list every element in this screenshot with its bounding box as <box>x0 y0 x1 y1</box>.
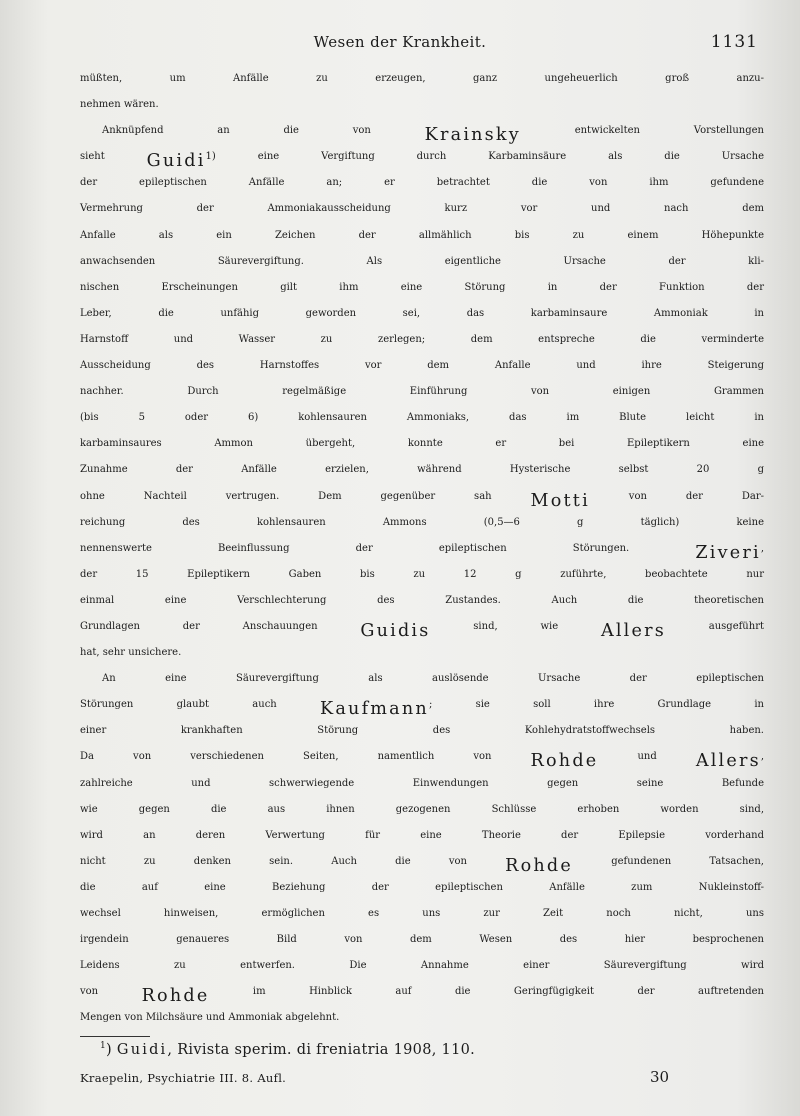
text-run: im Hinblick auf die Geringfügigkeit der auftretenden <box>209 986 764 998</box>
text-run: Grundlagen der Anschauungen <box>80 621 361 633</box>
spaced-name: Rohde <box>505 855 574 876</box>
text-run: nischen Erscheinungen gilt ihm eine Störung in der Funktion der <box>80 281 764 293</box>
text-run: Leidens zu entwerfen. Die Annahme einer Säurevergiftung wird <box>80 960 764 972</box>
text-line <box>80 853 764 879</box>
text-run: Zunahme der Anfälle erzielen, während Hysterische selbst 20 g <box>80 464 764 476</box>
text-run: müßten, um Anfälle zu erzeugen, ganz ungeheuerlich groß anzu- <box>80 73 764 85</box>
text-run: Störungen glaubt auch <box>80 699 321 711</box>
footnote-author: Guidi <box>116 1042 168 1058</box>
spaced-name: Allers <box>600 620 666 641</box>
text-line <box>80 148 764 174</box>
text-run: von <box>80 986 142 998</box>
text-line <box>80 383 764 409</box>
text-line <box>80 670 764 696</box>
text-run: und <box>598 751 696 763</box>
text-run: ; sie soll ihre Grundlage in <box>428 699 764 711</box>
text-line <box>80 696 764 722</box>
footnote-text: , Rivista sperim. di freniatria 1908, 110. <box>167 1042 476 1058</box>
text-run: wie gegen die aus ihnen gezogenen Schlüsse erhoben worden sind, <box>80 803 764 815</box>
text-line <box>80 435 764 461</box>
text-line <box>80 227 764 253</box>
text-line <box>80 122 764 148</box>
footnote-marker: 1 <box>100 1041 107 1052</box>
text-run: nehmen wären. <box>80 99 159 111</box>
spaced-name: Guidis <box>360 620 431 641</box>
text-line <box>80 96 764 122</box>
footnote-ref: 1 <box>205 151 212 163</box>
text-run: Leber, die unfähig geworden sei, das karbaminsaure Ammoniak in <box>80 307 764 319</box>
footnote-rule <box>80 1036 150 1037</box>
text-line <box>80 409 764 435</box>
text-run: gefundenen Tatsachen, <box>573 855 764 867</box>
text-line <box>80 174 764 200</box>
text-line <box>80 905 764 931</box>
text-run: irgendein genaueres Bild von dem Wesen des hier besprochenen <box>80 934 764 946</box>
text-line <box>80 488 764 514</box>
text-run: (bis 5 oder 6) kohlensauren Ammoniaks, das im Blute leicht in <box>80 412 764 424</box>
text-run: An eine Säurevergiftung als auslösende Ursache der epileptischen <box>102 673 764 685</box>
text-run: entwickelten Vorstellungen <box>520 125 764 137</box>
text-run: nicht zu denken sein. Auch die von <box>80 855 506 867</box>
text-run: ) eine Vergiftung durch Karbaminsäure als die Ursache <box>211 151 764 163</box>
footnote: $^1$) Guidi, Rivista sperim. di freniatria 1908, 110. <box>100 1041 476 1058</box>
text-run: karbaminsaures Ammon übergeht, konnte er bei Epileptikern eine <box>80 438 764 450</box>
text-line <box>80 801 764 827</box>
text-line <box>80 566 764 592</box>
text-line <box>80 879 764 905</box>
sheet-number: 30 <box>650 1068 670 1086</box>
text-run: einer krankhaften Störung des Kohlehydratstoffwechsels haben. <box>80 725 764 737</box>
text-line <box>80 514 764 540</box>
text-run: Vermehrung der Ammoniakausscheidung kurz vor und nach dem <box>80 203 764 215</box>
text-run: Anfalle als ein Zeichen der allmählich bis zu einem Höhepunkte <box>80 229 764 241</box>
text-run: wird an deren Verwertung für eine Theorie der Epilepsie vorderhand <box>80 829 764 841</box>
spaced-name: Motti <box>530 490 590 511</box>
spaced-name: Kaufmann <box>320 699 429 720</box>
running-header <box>0 30 800 54</box>
text-run: Anknüpfend an die von <box>102 125 425 137</box>
printer-signature: Kraepelin, Psychiatrie III. 8. Aufl. <box>80 1071 287 1085</box>
text-line <box>80 540 764 566</box>
text-run: einmal eine Verschlechterung des Zustandes. Auch die theoretischen <box>80 595 764 607</box>
text-run: anwachsenden Säurevergiftung. Als eigentliche Ursache der kli- <box>80 255 764 267</box>
text-run: der epileptischen Anfälle an; er betrachtet die von ihm gefundene <box>80 177 764 189</box>
text-line <box>80 70 764 96</box>
text-run: reichung des kohlensauren Ammons (0,5—6 g täglich) keine <box>80 516 764 528</box>
spaced-name: Guidi <box>146 151 206 172</box>
text-run: sind, wie <box>430 621 601 633</box>
text-line <box>80 253 764 279</box>
text-line <box>80 722 764 748</box>
text-run: hat, sehr unsichere. <box>80 647 182 659</box>
text-line <box>80 461 764 487</box>
page-number: 1131 <box>710 32 758 52</box>
text-line <box>80 279 764 305</box>
text-line <box>80 644 764 670</box>
text-run: ausgeführt <box>665 621 764 633</box>
text-line <box>80 200 764 226</box>
text-line <box>80 775 764 801</box>
text-line <box>80 957 764 983</box>
spaced-name: Krainsky <box>424 125 521 146</box>
text-line <box>80 357 764 383</box>
spaced-name: Allers <box>695 751 761 772</box>
text-run: Mengen von Milchsäure und Ammoniak abgelehnt. <box>80 1012 340 1024</box>
text-line <box>80 331 764 357</box>
text-run: nachher. Durch regelmäßige Einführung von einigen Grammen <box>80 386 764 398</box>
text-run: sieht <box>80 151 147 163</box>
running-title: Wesen der Krankheit. <box>313 33 487 51</box>
spaced-name: Rohde <box>141 986 210 1007</box>
text-run: Ausscheidung des Harnstoffes vor dem Anfalle und ihre Steigerung <box>80 360 764 372</box>
text-run: Da von verschiedenen Seiten, namentlich von <box>80 751 531 763</box>
text-run: nennenswerte Beeinflussung der epileptischen Störungen. <box>80 542 696 554</box>
text-run: der 15 Epileptikern Gaben bis zu 12 g zuführte, beobachtete nur <box>80 568 764 580</box>
text-run: wechsel hinweisen, ermöglichen es uns zur Zeit noch nicht, uns <box>80 908 764 920</box>
text-line <box>80 1009 764 1035</box>
text-line <box>80 931 764 957</box>
text-line <box>80 748 764 774</box>
text-run: Harnstoff und Wasser zu zerlegen; dem entspreche die verminderte <box>80 334 764 346</box>
text-run: , <box>760 751 765 763</box>
text-run: , <box>760 542 764 554</box>
text-line <box>80 618 764 644</box>
text-run: zahlreiche und schwerwiegende Einwendungen gegen seine Befunde <box>80 777 764 789</box>
spaced-name: Ziveri <box>695 542 761 563</box>
text-line <box>80 827 764 853</box>
text-line <box>80 592 764 618</box>
text-line <box>80 305 764 331</box>
spaced-name: Rohde <box>530 751 599 772</box>
text-run: ohne Nachteil vertrugen. Dem gegenüber sah <box>80 490 531 502</box>
body-text <box>80 70 764 1035</box>
text-line <box>80 983 764 1009</box>
text-run: von der Dar- <box>589 490 764 502</box>
text-run: die auf eine Beziehung der epileptischen Anfälle zum Nukleinstoff- <box>80 882 764 894</box>
